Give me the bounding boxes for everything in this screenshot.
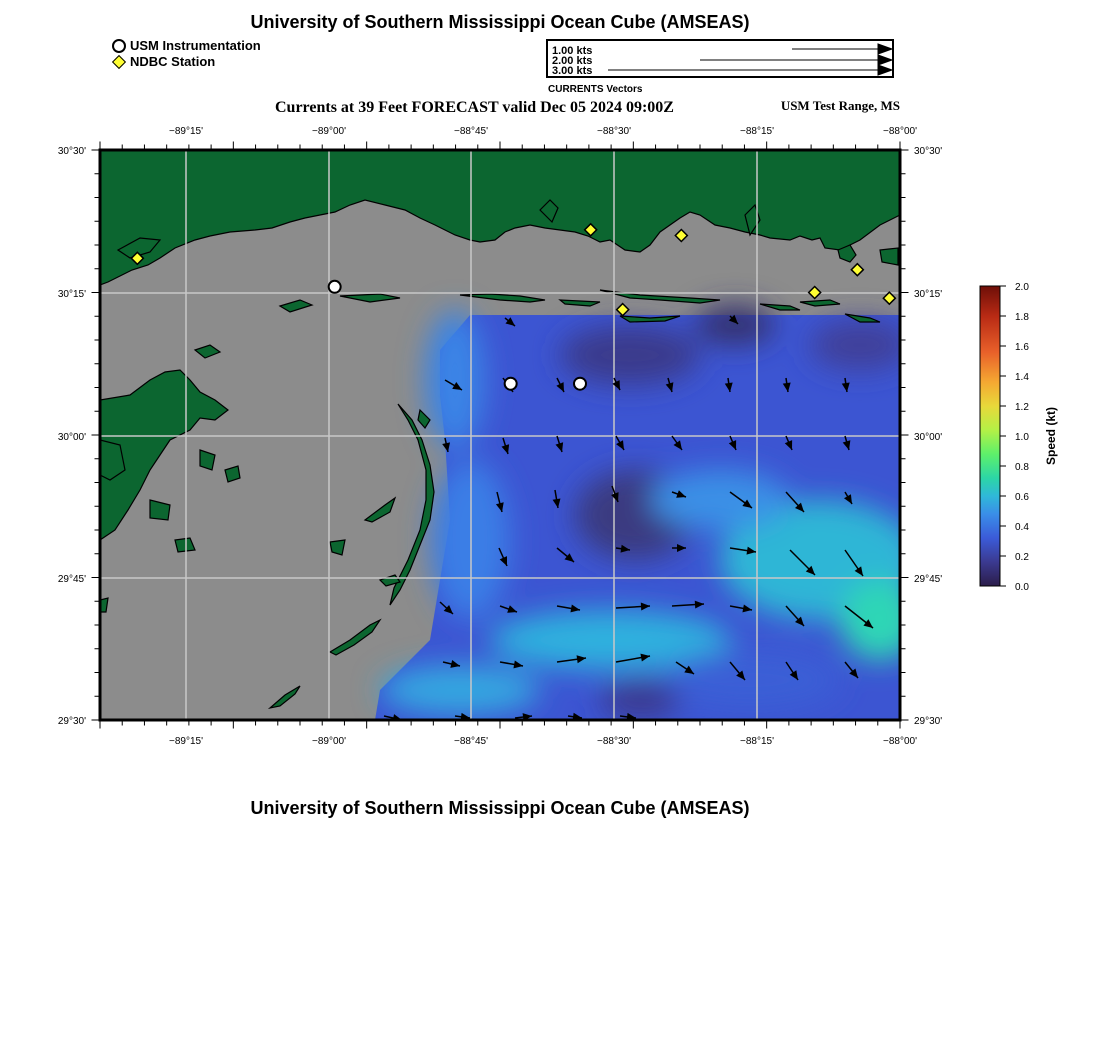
lon-label-top-6: −88°00' (883, 126, 917, 137)
cbar-tick-4: 0.8 (1015, 462, 1029, 473)
legend-ndbc-label: NDBC Station (130, 54, 216, 69)
region-label: USM Test Range, MS (780, 98, 900, 113)
speed-field (375, 305, 920, 720)
legend-usm-label: USM Instrumentation (130, 38, 261, 53)
lat-label-left-1: 30°30' (57, 146, 86, 157)
cbar-tick-0: 0.0 (1015, 582, 1029, 593)
lon-label-bottom-5: −88°15' (740, 736, 774, 747)
cbar-tick-10: 2.0 (1015, 282, 1029, 293)
cbar-tick-8: 1.6 (1015, 342, 1029, 353)
map-subtitle: Currents at 39 Feet FORECAST valid Dec 05 2024 09:00Z (275, 99, 674, 116)
cbar-tick-1: 0.2 (1015, 552, 1029, 563)
lon-label-bottom-1: −89°15' (169, 736, 203, 747)
vector-key-label-2: 2.00 kts (552, 55, 593, 67)
cbar-tick-2: 0.4 (1015, 522, 1029, 533)
lon-label-bottom-2: −89°00' (312, 736, 346, 747)
lon-label-top-4: −88°30' (597, 126, 631, 137)
vector-key-label-3: 3.00 kts (552, 65, 593, 77)
vector-key-label-1: 1.00 kts (552, 45, 593, 57)
speed-colorbar (980, 282, 1058, 593)
cbar-tick-3: 0.6 (1015, 492, 1029, 503)
lon-label-bottom-4: −88°30' (597, 736, 631, 747)
cbar-tick-7: 1.4 (1015, 372, 1029, 383)
lon-label-top-1: −89°15' (169, 126, 203, 137)
cbar-tick-5: 1.0 (1015, 432, 1029, 443)
lon-label-bottom-6: −88°00' (883, 736, 917, 747)
lon-label-top-5: −88°15' (740, 126, 774, 137)
lat-label-right-2: 30°15' (914, 289, 943, 300)
usm-instrument-marker-2 (505, 378, 517, 390)
cbar-tick-9: 1.8 (1015, 312, 1029, 323)
lat-label-left-3: 30°00' (57, 432, 86, 443)
lon-label-top-3: −88°45' (454, 126, 488, 137)
lat-label-right-4: 29°45' (914, 574, 943, 585)
vector-key-caption: CURRENTS Vectors (548, 84, 643, 95)
chart-title: University of Southern Mississippi Ocean Cube (AMSEAS) (250, 12, 750, 32)
lon-label-top-2: −89°00' (312, 126, 346, 137)
lat-label-right-3: 30°00' (914, 432, 943, 443)
lat-label-left-5: 29°30' (57, 716, 86, 727)
lat-label-left-4: 29°45' (57, 574, 86, 585)
lat-label-left-2: 30°15' (57, 289, 86, 300)
lon-label-bottom-3: −88°45' (454, 736, 488, 747)
usm-instrument-marker-1 (329, 281, 341, 293)
cbar-tick-6: 1.2 (1015, 402, 1029, 413)
lat-label-right-1: 30°30' (914, 146, 943, 157)
footer-title: University of Southern Mississippi Ocean Cube (AMSEAS) (250, 798, 750, 818)
usm-instrument-marker-3 (574, 378, 586, 390)
lat-label-right-5: 29°30' (914, 716, 943, 727)
colorbar-label: Speed (kt) (1044, 406, 1058, 466)
